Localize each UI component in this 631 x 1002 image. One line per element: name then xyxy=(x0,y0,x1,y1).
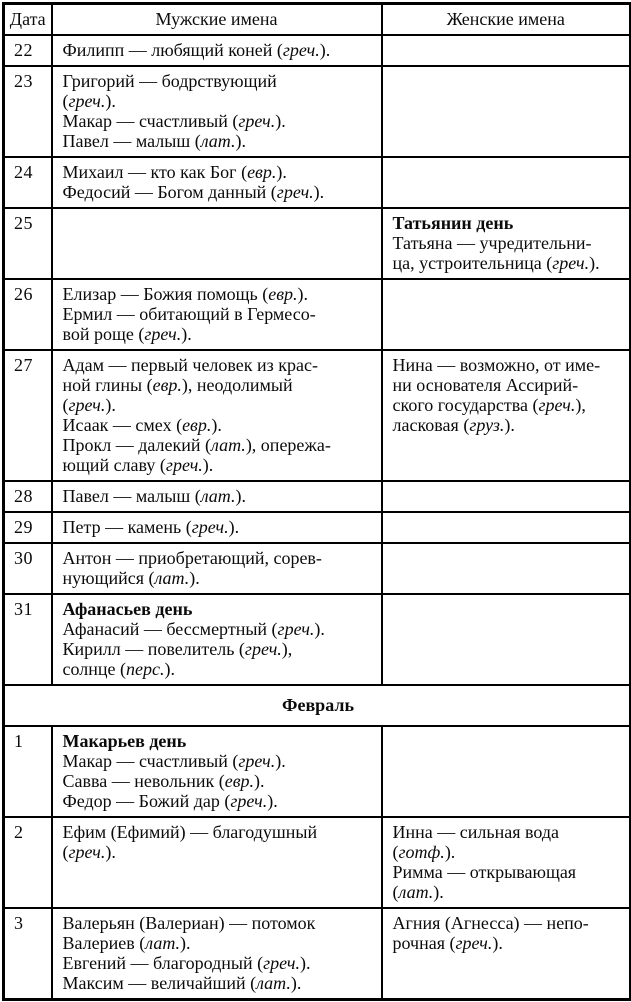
date-cell: 2 xyxy=(4,817,52,908)
text-line: ского государства (греч.), xyxy=(392,395,586,415)
male-names-cell xyxy=(52,208,382,279)
text-line: Исаак — смех (евр.). xyxy=(62,415,222,435)
date-cell: 23 xyxy=(4,66,52,157)
text-line: Инна — сильная вода xyxy=(392,822,559,842)
text-line: Татьянин день xyxy=(392,213,514,233)
table-row xyxy=(4,543,631,594)
text-line: нующийся (лат.). xyxy=(62,568,200,588)
text-line: Максим — величайший (лат.). xyxy=(62,973,302,993)
text-line: Григорий — бодрствующий xyxy=(62,71,277,91)
date-cell: 24 xyxy=(4,157,52,208)
table-row xyxy=(4,481,631,512)
female-names-cell xyxy=(382,543,631,594)
male-names-cell xyxy=(52,481,382,512)
male-names-cell xyxy=(52,66,382,157)
female-names-cell xyxy=(382,481,631,512)
table-row xyxy=(4,512,631,543)
text-line: Федор — Божий дар (греч.). xyxy=(62,791,278,811)
text-line: Кирилл — повелитель (греч.), xyxy=(62,639,293,659)
text-line: Римма — открывающая xyxy=(392,862,577,882)
text-line: ца, устроительница (греч.). xyxy=(392,253,600,273)
table-row xyxy=(4,817,631,908)
date-cell: 1 xyxy=(4,726,52,817)
female-names-cell xyxy=(382,512,631,543)
table-header xyxy=(4,4,631,36)
text-line: Макар — счастливый (греч.). xyxy=(62,751,286,771)
text-line: Валерьян (Валериан) — потомок xyxy=(62,913,316,933)
female-names-cell xyxy=(382,594,631,685)
female-names-cell xyxy=(382,66,631,157)
text-line: Елизар — Божия помощь (евр.). xyxy=(62,284,309,304)
male-names-cell xyxy=(52,817,382,908)
text-line: Павел — малыш (лат.). xyxy=(62,486,246,506)
table-row xyxy=(4,66,631,157)
date-cell: 22 xyxy=(4,35,52,66)
text-line: Федосий — Богом данный (греч.). xyxy=(62,182,325,202)
table-row xyxy=(4,350,631,481)
text-line: Павел — малыш (лат.). xyxy=(62,131,246,151)
text-line: ющий славу (греч.). xyxy=(62,455,214,475)
name-day-calendar-table xyxy=(2,2,631,1001)
text-line: Агния (Агнесса) — непо- xyxy=(392,913,589,933)
table-row xyxy=(4,908,631,1000)
male-names-cell xyxy=(52,512,382,543)
text-line: (греч.). xyxy=(62,91,116,111)
table-row xyxy=(4,726,631,817)
text-line: Савва — невольник (евр.). xyxy=(62,771,265,791)
text-line: рочная (греч.). xyxy=(392,933,503,953)
table-body xyxy=(4,35,631,1000)
date-cell: 30 xyxy=(4,543,52,594)
text-line: Ефим (Ефимий) — благодушный xyxy=(62,822,318,842)
header-date: Дата xyxy=(4,4,52,36)
table-row xyxy=(4,157,631,208)
male-names-cell xyxy=(52,908,382,1000)
female-names-cell xyxy=(382,908,631,1000)
text-line: (греч.). xyxy=(62,842,116,862)
text-line: (греч.). xyxy=(62,395,116,415)
female-names-cell xyxy=(382,157,631,208)
table-row xyxy=(4,594,631,685)
male-names-cell xyxy=(52,279,382,350)
month-section-row xyxy=(4,685,631,726)
text-line: Макарьев день xyxy=(62,731,187,751)
text-line: Нина — возможно, от име- xyxy=(392,355,601,375)
date-cell: 3 xyxy=(4,908,52,1000)
female-names-cell xyxy=(382,35,631,66)
male-names-cell xyxy=(52,543,382,594)
text-line: ной глины (евр.), неодолимый xyxy=(62,375,293,395)
female-names-cell xyxy=(382,279,631,350)
text-line: ласковая (груз.). xyxy=(392,415,515,435)
table-row xyxy=(4,279,631,350)
text-line: Прокл — далекий (лат.), опережа- xyxy=(62,435,331,455)
text-line: Петр — камень (греч.). xyxy=(62,517,240,537)
text-line: вой роще (греч.). xyxy=(62,324,192,344)
male-names-cell xyxy=(52,594,382,685)
date-cell: 28 xyxy=(4,481,52,512)
date-cell: 29 xyxy=(4,512,52,543)
text-line: Афанасьев день xyxy=(62,599,193,619)
table-row xyxy=(4,208,631,279)
text-line: Афанасий — бессмертный (греч.). xyxy=(62,619,325,639)
male-names-cell xyxy=(52,35,382,66)
date-cell: 27 xyxy=(4,350,52,481)
text-line: Михаил — кто как Бог (евр.). xyxy=(62,162,287,182)
date-cell: 26 xyxy=(4,279,52,350)
header-female-names: Женские имена xyxy=(382,4,631,36)
text-line: Ермил — обитающий в Гермесо- xyxy=(62,304,316,324)
date-cell: 25 xyxy=(4,208,52,279)
text-line: Филипп — любящий коней (греч.). xyxy=(62,40,331,60)
table-row xyxy=(4,35,631,66)
female-names-cell xyxy=(382,350,631,481)
text-line: ни основателя Ассирий- xyxy=(392,375,579,395)
female-names-cell xyxy=(382,726,631,817)
date-cell: 31 xyxy=(4,594,52,685)
header-row xyxy=(4,4,631,36)
male-names-cell xyxy=(52,350,382,481)
text-line: солнце (перс.). xyxy=(62,659,175,679)
text-line: (готф.). xyxy=(392,842,456,862)
text-line: Валериев (лат.). xyxy=(62,933,191,953)
header-male-names: Мужские имена xyxy=(52,4,382,36)
male-names-cell xyxy=(52,726,382,817)
month-section-label: Февраль xyxy=(4,685,631,726)
text-line: Антон — приобретающий, сорев- xyxy=(62,548,322,568)
male-names-cell xyxy=(52,157,382,208)
text-line: (лат.). xyxy=(392,882,444,902)
female-names-cell xyxy=(382,208,631,279)
text-line: Евгений — благородный (греч.). xyxy=(62,953,311,973)
female-names-cell xyxy=(382,817,631,908)
text-line: Адам — первый человек из крас- xyxy=(62,355,318,375)
text-line: Татьяна — учредительни- xyxy=(392,233,592,253)
text-line: Макар — счастливый (греч.). xyxy=(62,111,286,131)
